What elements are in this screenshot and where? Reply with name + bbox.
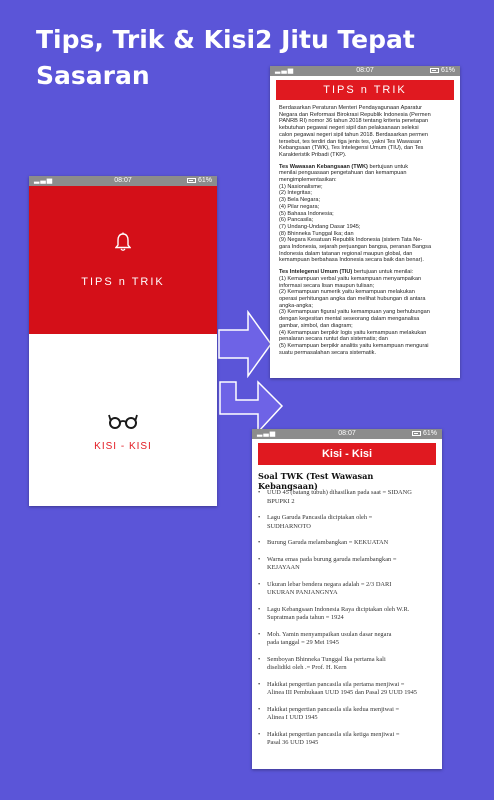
list-item: • Hakikat pengertian pancasila sila kedua menjiwai = Alinea I UUD 1945 [258,706,436,723]
arrow-down-right-icon [218,380,284,434]
arrow-right-icon [218,310,272,378]
tips-tiu-paragraph: Tes Intelegensi Umum (TIU) bertujuan untuk menilai: (1) Kemampuan verbal yaitu kemampuan menyampaikan informasi secara lisan maupun tulisan; (2) Kemampuan numerik yaitu kemampuan melakukan operasi perhitungan angka dan melihat hubungan di antara angka-angka; (3) Kemampuan figural yaitu kemampuan yang berhubungan dengan kegesitan mental seseorang dalam menganalisa gambar, simbol, dan diagram; (4) Kemampuan berpikir logis yaitu kemampuan melakukan penalaran secara runtut dan sistematis; dan (5) Kemampuan berpikir analitis yaitu kemampuan mengurai suatu permasalahan secara sistematik. [279,269,430,356]
battery-icon [412,431,421,436]
battery-icon [430,68,439,73]
list-item: • Warna emas pada burung garuda melambangkan = KEJAYAAN [258,556,436,573]
headline-line-2: Sasaran [36,61,150,90]
tips-article [270,100,460,356]
splash-kisi-label[interactable]: KISI - KISI [94,441,152,452]
tiu-term: Tes Intelegensi Umum (TIU) [279,269,353,276]
glasses-icon[interactable] [107,413,139,429]
status-bar [29,176,217,186]
headline-line-1: Tips, Trik & Kisi2 Jitu Tepat [36,25,415,54]
kisi-question-list [252,485,442,748]
battery-icon [187,178,196,183]
tips-twk-paragraph: Tes Wawasan Kebangsaan (TWK) bertujuan untuk menilai penguasaan pengetahuan dan kemampuan mengimplementasikan: (1) Nasionalisme; (2) Integritas; (3) Bela Negara; (4) Pilar negara; (5) Bahasa Indonesia; (6) Pancasila; (7) Undang-Undang Dasar 1945; (8) Bhinneka Tunggal Ika; dan (9) Negara Kesatuan Republik Indonesia (sistem Tata Ne- gara Indonesia, sejarah perjuangan bangsa, peranan Bangsa Indonesia dalam tatanan regional maupun global, dan kemampuan berbahasa Indonesia secara baik dan benar). [279,163,432,264]
battery-level: 61% [197,177,212,184]
battery-status [187,176,212,186]
status-time: 08:07 [356,67,374,74]
tips-title-bar: TIPS n TRIK [276,80,454,100]
list-item: • Ukuran lebar bendera negara adalah = 2/3 DARI UKURAN PANJANGNYA [258,581,436,598]
bell-icon [115,232,131,252]
phone-splash-screen [29,176,217,506]
list-item: • Hakikat pengertian pancasila sila ketiga menjiwai = Pasal 36 UUD 1945 [258,731,436,748]
list-item: • Burung Garuda melambangkan = KEKUATAN [258,539,436,548]
status-bar [252,429,442,439]
signal-icon: ▂▃▅ [275,67,295,74]
list-item: • Lagu Garuda Pancasila diciptakan oleh = SUDHARNOTO [258,514,436,531]
battery-status [430,66,455,76]
list-item: • Semboyan Bhinneka Tunggal Ika pertama kali diselidiki oleh .= Prof. H. Kern [258,656,436,673]
phone-tips-screen [270,66,460,378]
splash-tips-section[interactable] [29,186,217,334]
twk-term: Tes Wawasan Kebangsaan (TWK) [279,163,368,170]
list-item: • UUD 45 (batang tubuh) dihasilkan pada saat = SIDANG BPUPKI 2 [258,489,436,506]
list-item: • Lagu Kebangsaan Indonesia Raya diciptakan oleh W.R. Supratman pada tahun = 1924 [258,606,436,623]
phone-kisi-screen [252,429,442,769]
kisi-title-bar: Kisi - Kisi [258,443,436,465]
list-item: • Moh. Yamin menyampaikan usulan dasar negara pada tanggal = 29 Mei 1945 [258,631,436,648]
kisi-section-heading: Soal TWK (Test Wawasan Kebangsaan) [258,471,374,491]
signal-icon: ▂▃▅ [34,177,54,184]
list-item: • Hakikat pengertian pancasila sila pertama menjiwai = Alinea III Pembukaan UUD 1945 dan Pasal 29 UUD 1945 [258,681,436,698]
battery-status [412,429,437,439]
status-time: 08:07 [114,177,132,184]
signal-icon: ▂▃▅ [257,430,277,437]
status-time: 08:07 [338,430,356,437]
status-bar [270,66,460,76]
battery-level: 61% [440,67,455,74]
tips-intro-paragraph: Berdasarkan Peraturan Menteri Pendayagunaan Aparatur Negara dan Reformasi Birokrasi Republik Indonesia (Permen PANRB RI) nomor 36 tahun 2018 tentang kriteria penetapan kebutuhan pegawai negeri sipil dan pelaksanaan seleksi calon pegawai negeri sipil tahun 2018. Berdasarkan permen tersebut, tes terdiri dan tiga jenis tes, yakni Tes Wawasan Kebangsaan (TWK), Tes Intelegensi Umum (TIU), dan Tes Karakteristik Pribadi (TKP). [279,105,431,158]
battery-level: 61% [422,430,437,437]
splash-tips-title: TIPS n TRIK [81,276,165,288]
